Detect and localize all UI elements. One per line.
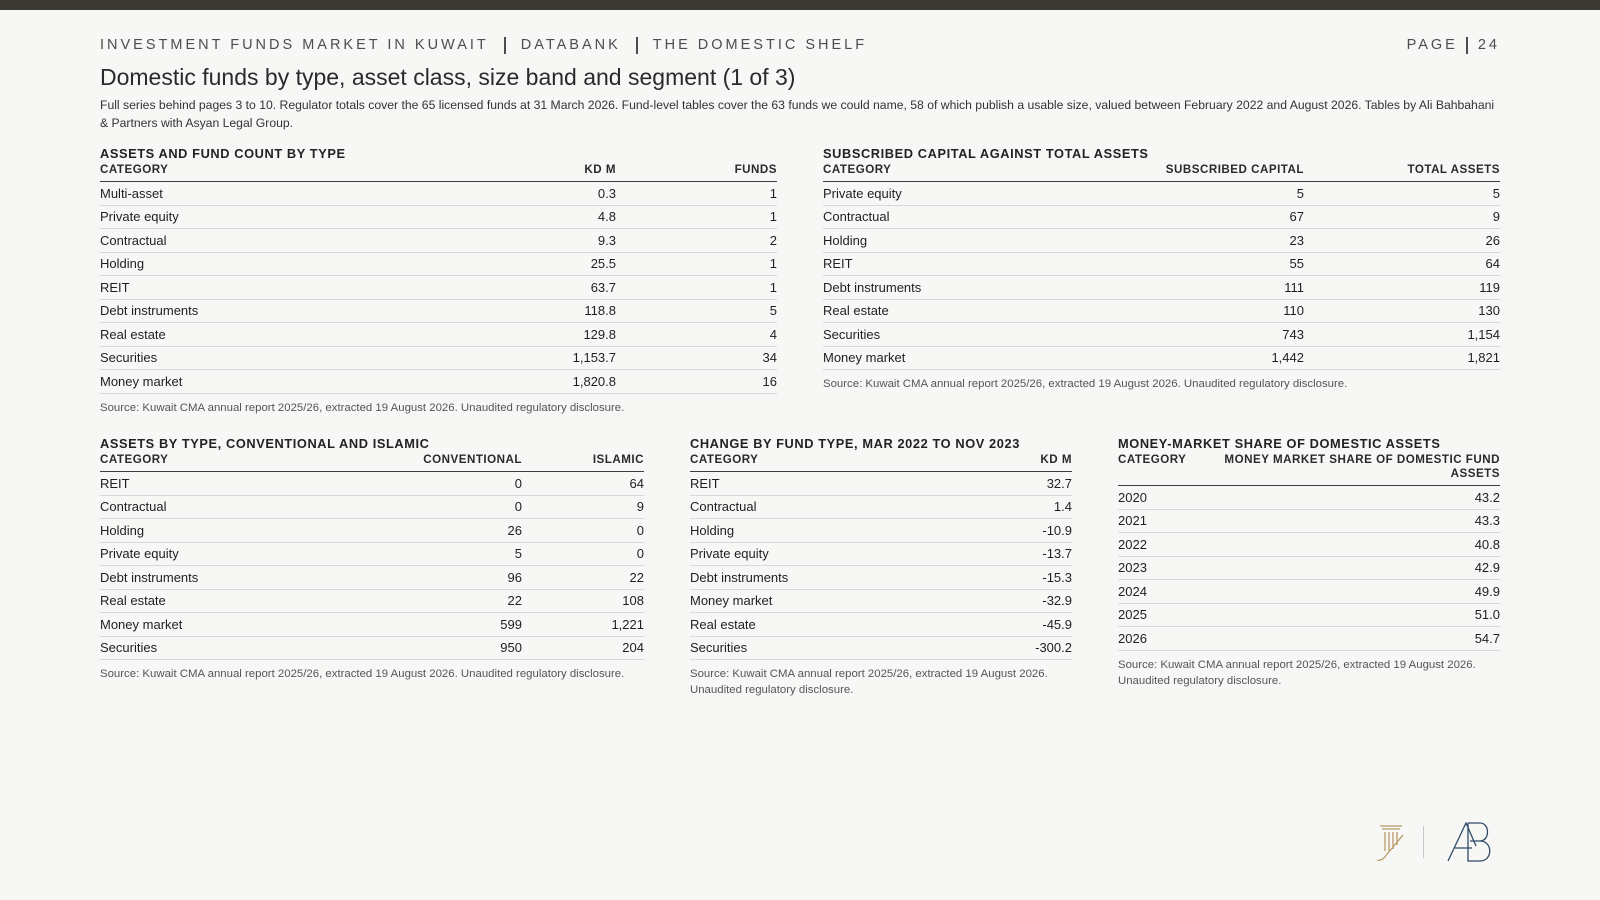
table-row [100,370,777,394]
row-category: Debt instruments [823,276,1104,300]
row-value: 5 [362,542,522,566]
table-title: SUBSCRIBED CAPITAL AGAINST TOTAL ASSETS [823,146,1149,161]
row-value: 1,221 [522,613,644,637]
row-category: Contractual [690,495,932,519]
row-value: 0.3 [496,182,616,206]
row-value: 64 [522,472,644,496]
table-header-row [100,163,777,182]
row-value: 118.8 [496,299,616,323]
row-value: 0 [362,472,522,496]
row-value: 4 [616,323,777,347]
row-category: Contractual [100,229,496,253]
row-category: Money market [690,589,932,613]
data-table [100,453,644,660]
row-value: 54.7 [1193,627,1500,651]
table-title: CHANGE BY FUND TYPE, MAR 2022 TO NOV 2023 [690,436,1020,451]
table-title: ASSETS BY TYPE, CONVENTIONAL AND ISLAMIC [100,436,430,451]
table-row [100,229,777,253]
row-category: 2020 [1118,486,1193,510]
row-category: Securities [100,346,496,370]
row-value: 4.8 [496,205,616,229]
row-category: Debt instruments [100,299,496,323]
logo-divider [1423,826,1424,858]
row-value: 599 [362,613,522,637]
table-row [823,205,1500,229]
data-table [690,453,1072,660]
row-category: Holding [100,519,362,543]
table-subscribed-vs-total [823,145,1500,392]
row-category: Money market [100,613,362,637]
breadcrumb-divider [504,37,506,54]
table-row [100,542,644,566]
page-divider [1466,37,1468,54]
row-value: 130 [1304,299,1500,323]
breadcrumb-section: DATABANK [520,37,621,53]
table-row [823,252,1500,276]
row-value: 111 [1104,276,1304,300]
table-row [823,346,1500,370]
row-category: Contractual [823,205,1104,229]
row-value: 204 [522,636,644,660]
row-value: 9 [1304,205,1500,229]
source-note: Source: Kuwait CMA annual report 2025/26, extracted 19 August 2026. Unaudited regulatory disclosure. [100,668,625,680]
row-category: Securities [690,636,932,660]
row-value: 119 [1304,276,1500,300]
row-value: 67 [1104,205,1304,229]
row-value: 49.9 [1193,580,1500,604]
row-category: Holding [100,252,496,276]
breadcrumb-subsection: THE DOMESTIC SHELF [652,37,868,53]
column-header: CATEGORY [823,163,1104,182]
table-row [100,205,777,229]
table-row [690,519,1072,543]
table-row [100,346,777,370]
breadcrumb [100,37,867,54]
row-value: 22 [362,589,522,613]
table-row [100,519,644,543]
table-header-row [823,163,1500,182]
table-row [1118,580,1500,604]
row-value: 1.4 [932,495,1072,519]
row-category: 2025 [1118,603,1193,627]
row-category: Private equity [823,182,1104,206]
row-value: -13.7 [932,542,1072,566]
row-value: 1,442 [1104,346,1304,370]
table-row [1118,627,1500,651]
row-category: Debt instruments [690,566,932,590]
row-value: 34 [616,346,777,370]
row-value: 1,153.7 [496,346,616,370]
table-row [690,542,1072,566]
row-value: 25.5 [496,252,616,276]
table-row [100,182,777,206]
row-value: 9.3 [496,229,616,253]
row-value: -10.9 [932,519,1072,543]
table-title: ASSETS AND FUND COUNT BY TYPE [100,146,346,161]
row-value: 1 [616,182,777,206]
row-category: Holding [823,229,1104,253]
column-header: FUNDS [616,163,777,182]
row-value: 5 [1104,182,1304,206]
row-value: 96 [362,566,522,590]
column-header: ISLAMIC [522,453,644,472]
column-header: MONEY MARKET SHARE OF DOMESTIC FUND ASSETS [1193,453,1500,486]
table-header-row [100,453,644,472]
top-accent-bar [0,0,1600,10]
row-value: 2 [616,229,777,253]
row-value: 63.7 [496,276,616,300]
row-category: Holding [690,519,932,543]
row-category: Securities [100,636,362,660]
table-row [1118,556,1500,580]
table-change-by-type [690,435,1072,698]
table-row [100,323,777,347]
column-header: CATEGORY [1118,453,1193,486]
source-note: Source: Kuwait CMA annual report 2025/26, extracted 19 August 2026. Unaudited regulatory disclosure. [823,378,1348,390]
source-note: Source: Kuwait CMA annual report 2025/26, extracted 19 August 2026. Unaudited regulatory disclosure. [690,668,1048,696]
breadcrumb-report: INVESTMENT FUNDS MARKET IN KUWAIT [100,37,489,53]
table-row [100,472,644,496]
table-row [823,323,1500,347]
row-category: Private equity [690,542,932,566]
table-row [823,182,1500,206]
row-category: Contractual [100,495,362,519]
row-value: 64 [1304,252,1500,276]
table-row [100,589,644,613]
column-logo-icon [1375,823,1405,861]
row-category: Real estate [823,299,1104,323]
table-row [100,276,777,300]
row-value: 5 [616,299,777,323]
source-note: Source: Kuwait CMA annual report 2025/26, extracted 19 August 2026. Unaudited regulatory disclosure. [1118,658,1476,687]
row-value: 40.8 [1193,533,1500,557]
row-value: -300.2 [932,636,1072,660]
table-row [690,566,1072,590]
table-row [1118,533,1500,557]
row-category: Debt instruments [100,566,362,590]
row-value: 0 [362,495,522,519]
row-value: -45.9 [932,613,1072,637]
row-value: 32.7 [932,472,1072,496]
row-value: 5 [1304,182,1500,206]
row-value: 51.0 [1193,603,1500,627]
row-category: Real estate [100,589,362,613]
table-row [100,566,644,590]
data-table [823,163,1500,370]
page-label: PAGE [1406,37,1458,53]
column-header: KD M [932,453,1072,472]
row-value: 26 [1304,229,1500,253]
row-value: 55 [1104,252,1304,276]
row-value: 1 [616,276,777,300]
row-value: 129.8 [496,323,616,347]
row-value: 1,821 [1304,346,1500,370]
row-value: 1 [616,205,777,229]
table-header-row [690,453,1072,472]
ab-monogram-logo [1446,822,1494,862]
row-category: REIT [823,252,1104,276]
table-row [690,589,1072,613]
row-category: 2023 [1118,556,1193,580]
row-value: 1,820.8 [496,370,616,394]
table-row [100,636,644,660]
table-title: MONEY-MARKET SHARE OF DOMESTIC ASSETS [1118,436,1441,451]
table-conventional-islamic [100,435,644,682]
table-row [1118,509,1500,533]
table-assets-by-type [100,145,777,416]
table-row [690,472,1072,496]
row-category: Securities [823,323,1104,347]
data-table [1118,453,1500,651]
row-value: 110 [1104,299,1304,323]
row-category: REIT [100,276,496,300]
table-row [823,229,1500,253]
column-header: SUBSCRIBED CAPITAL [1104,163,1304,182]
column-header: CATEGORY [100,453,362,472]
row-category: Multi-asset [100,182,496,206]
row-value: 1 [616,252,777,276]
table-row [100,613,644,637]
data-table [100,163,777,394]
table-row [690,613,1072,637]
row-value: 1,154 [1304,323,1500,347]
table-row [100,299,777,323]
row-value: -15.3 [932,566,1072,590]
row-category: 2022 [1118,533,1193,557]
row-value: 0 [522,519,644,543]
breadcrumb-divider [636,37,638,54]
table-row [100,252,777,276]
page-number [1407,37,1500,54]
row-category: 2021 [1118,509,1193,533]
table-row [823,276,1500,300]
table-row [1118,486,1500,510]
page-title: Domestic funds by type, asset class, size band and segment (1 of 3) [100,64,796,90]
row-category: 2024 [1118,580,1193,604]
intro-paragraph: Full series behind pages 3 to 10. Regulator totals cover the 65 licensed funds at 31 March 2026. Fund-level tables cover the 63 funds we could name, 58 of which publish a usable size, valued between February 2022 and August 2026. Tables by Ali Bahbahani & Partners with Asyan Legal Group. [100,98,1495,130]
source-note: Source: Kuwait CMA annual report 2025/26, extracted 19 August 2026. Unaudited regulatory disclosure. [100,401,625,414]
row-value: 108 [522,589,644,613]
row-value: 950 [362,636,522,660]
row-value: 42.9 [1193,556,1500,580]
row-category: Private equity [100,542,362,566]
row-category: Money market [823,346,1104,370]
table-row [100,495,644,519]
row-category: Private equity [100,205,496,229]
column-header: TOTAL ASSETS [1304,163,1500,182]
table-row [690,495,1072,519]
row-category: Money market [100,370,496,394]
table-header-row [1118,453,1500,486]
row-value: 743 [1104,323,1304,347]
footer-logos [1375,822,1494,862]
table-row [1118,603,1500,627]
page-header [100,35,1500,55]
column-header: KD M [496,163,616,182]
row-value: 23 [1104,229,1304,253]
row-value: 43.3 [1193,509,1500,533]
column-header: CATEGORY [100,163,496,182]
row-value: 26 [362,519,522,543]
row-value: 22 [522,566,644,590]
column-header: CONVENTIONAL [362,453,522,472]
row-category: Real estate [100,323,496,347]
column-header: CATEGORY [690,453,932,472]
row-value: -32.9 [932,589,1072,613]
table-money-market-share [1118,435,1500,689]
table-row [690,636,1072,660]
page-number-value: 24 [1477,37,1500,53]
row-value: 0 [522,542,644,566]
table-row [823,299,1500,323]
row-value: 9 [522,495,644,519]
row-category: REIT [690,472,932,496]
row-category: 2026 [1118,627,1193,651]
row-category: REIT [100,472,362,496]
row-value: 16 [616,370,777,394]
row-category: Real estate [690,613,932,637]
row-value: 43.2 [1193,486,1500,510]
